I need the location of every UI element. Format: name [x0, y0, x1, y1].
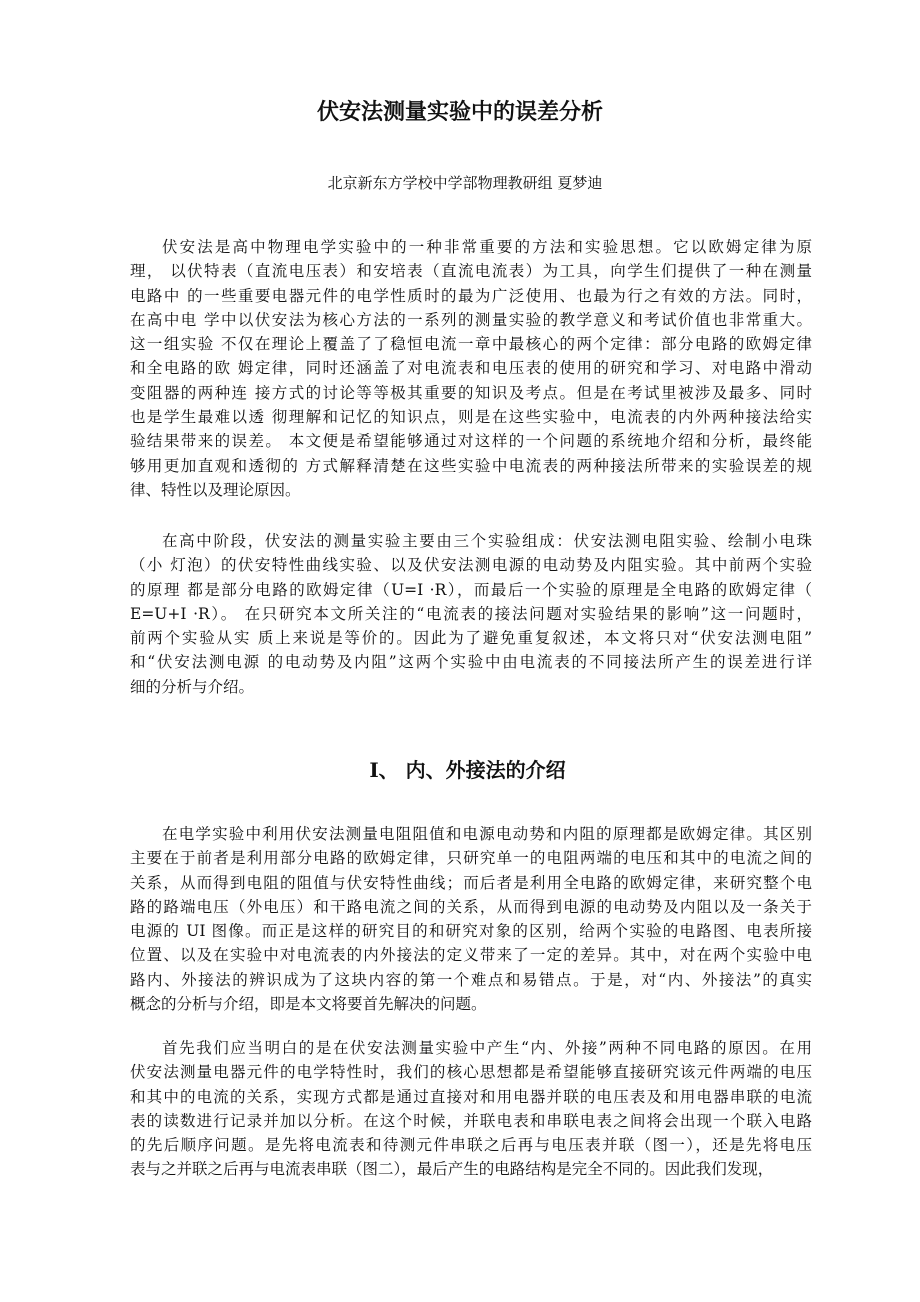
text-line: 也是学生最难以透 彻理解和记忆的知识点，则是在这些实验中，电流表的内外两种接法给实 [130, 408, 812, 427]
paragraph-experiments [130, 529, 812, 699]
text-line: 路的路端电压（外电压）和干路电流之间的关系，从而得到电源的电动势及内阻以及一条关于 [130, 897, 812, 916]
text-line: 关系，从而得到电阻的阻值与伏安特性曲线；而后者是利用全电路的欧姆定律，来研究整个电 [130, 873, 812, 892]
text-line: 电源的 UI 图像。而正是这样的研究目的和研究对象的区别，给两个实验的电路图、电表所接 [130, 922, 812, 941]
text-line: 路内、外接法的辨识成为了这块内容的第一个难点和易错点。于是，对“内、外接法”的真实 [130, 970, 812, 989]
text-line: 够用更加直观和透彻的 方式解释清楚在这些实验中电流表的两种接法所带来的实验误差的规 [130, 456, 812, 475]
text-line: 细的分析与介绍。 [130, 677, 255, 696]
paragraph-principle [130, 822, 812, 1016]
text-line: 的先后顺序问题。是先将电流表和待测元件串联之后再与电压表并联（图一），还是先将电压 [130, 1136, 812, 1155]
text-line: （小 灯泡）的伏安特性曲线实验、以及伏安法测电源的电动势及内阻实验。其中前两个实验 [130, 556, 812, 575]
text-line: 首先我们应当明白的是在伏安法测量实验中产生“内、外接”两种不同电路的原因。在用 [162, 1039, 812, 1057]
paragraph-intro [130, 235, 812, 502]
paragraph-circuit-order [130, 1036, 812, 1182]
section-heading: I、 内、外接法的介绍 [369, 758, 566, 782]
author-line: 北京新东方学校中学部物理教研组 夏梦迪 [327, 174, 603, 192]
text-line: 律、特性以及理论原因。 [130, 480, 301, 499]
text-line: 电路中 的一些重要电器元件的电学性质时的最为广泛使用、也最为行之有效的方法。同时， [130, 286, 812, 305]
text-line: 理， 以伏特表（直流电压表）和安培表（直流电流表）为工具，向学生们提供了一种在测量 [130, 262, 812, 281]
text-line: 和“伏安法测电源 的电动势及内阻”这两个实验中由电流表的不同接法所产生的误差进行详 [130, 653, 812, 672]
text-line: 在高中电 学中以伏安法为核心方法的一系列的测量实验的教学意义和考试价值也非常重大。 [130, 310, 812, 329]
text-line: 变阻器的两种连 接方式的讨论等等极其重要的知识及考点。但是在考试里被涉及最多、同时 [130, 383, 812, 402]
text-line: 主要在于前者是利用部分电路的欧姆定律，只研究单一的电阻两端的电压和其中的电流之间的 [130, 849, 812, 868]
text-line: 伏安法测量电器元件的电学特性时，我们的核心思想都是希望能够直接研究该元件两端的电压 [130, 1063, 812, 1082]
text-line: 这一组实验 不仅在理论上覆盖了了稳恒电流一章中最核心的两个定律：部分电路的欧姆定律 [130, 335, 812, 354]
text-line: 验结果带来的误差。 本文便是希望能够通过对这样的一个问题的系统地介绍和分析，最终能 [130, 432, 812, 451]
text-line: 在电学实验中利用伏安法测量电阻阻值和电源电动势和内阻的原理都是欧姆定律。其区别 [162, 825, 812, 843]
text-line: 和其中的电流的关系，实现方式都是通过直接对和用电器并联的电压表及和用电器串联的电流 [130, 1087, 812, 1106]
text-line: E=U+I ·R）。 在只研究本文所关注的“电流表的接法问题对实验结果的影响”这一问题时， [130, 604, 812, 623]
text-line: 伏安法是高中物理电学实验中的一种非常重要的方法和实验思想。它以欧姆定律为原 [162, 238, 812, 256]
text-line: 和全电路的欧 姆定律，同时还涵盖了对电流表和电压表的使用的研究和学习、对电路中滑动 [130, 359, 812, 378]
text-line: 的原理 都是部分电路的欧姆定律（U=I ·R），而最后一个实验的原理是全电路的欧姆定律（ [130, 580, 812, 599]
text-line: 前两个实验从实 质上来说是等价的。因此为了避免重复叙述，本文将只对“伏安法测电阻” [130, 629, 812, 648]
text-line: 位置、以及在实验中对电流表的内外接法的定义带来了一定的差异。其中，对在两个实验中电 [130, 946, 812, 965]
text-line: 在高中阶段，伏安法的测量实验主要由三个实验组成：伏安法测电阻实验、绘制小电珠 [162, 532, 812, 550]
text-line: 表与之并联之后再与电流表串联（图二），最后产生的电路结构是完全不同的。因此我们发现， [130, 1160, 774, 1179]
text-line: 概念的分析与介绍，即是本文将要首先解决的问题。 [130, 995, 487, 1014]
document-title: 伏安法测量实验中的误差分析 [316, 99, 603, 125]
text-line: 表的读数进行记录并加以分析。在这个时候，并联电表和串联电表之间将会出现一个联入电路 [130, 1111, 812, 1130]
